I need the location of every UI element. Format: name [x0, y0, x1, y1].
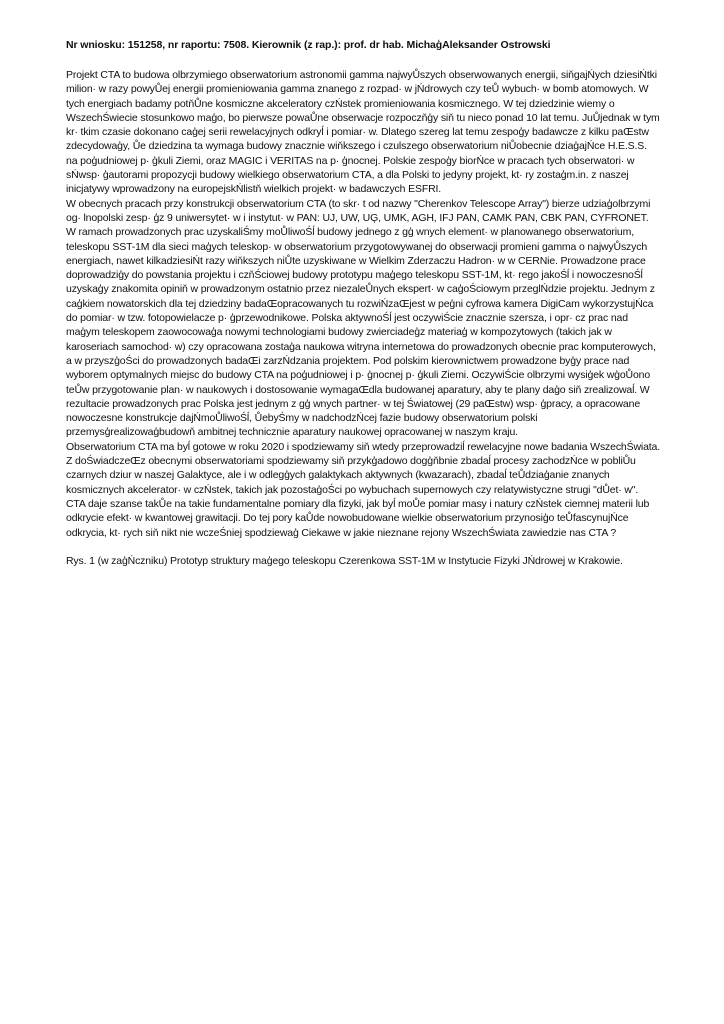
paragraph-future-research: Obserwatorium CTA ma byĺ gotowe w roku 2020 i spodziewamy siň wtedy przeprowadziĺ rewelacyjne nowe badania WszechŚwiata. Z doŚwiadczeŒz obecnymi obserwatoriami spodziewamy siň przykģadowo dogģňbnie zbadaĺ procesy zachodzŃce w pobliŮu czarnych dziur w naszej Galaktyce, ale i w odlegģych galaktykach aktywnych (kwazarach), zbadaĺ teŮdziaģanie znanych kosmicznych akcelerator· w czŃstek, takich jak pozostaģoŚci po wybuchach supernowych czy relatywistyczne strugi "dŮet· w". CTA daje szanse takŮe na takie fundamentalne pomiary dla fizyki, jak byĺ moŮe pomiar masy i natury czŃstek ciemnej materii lub odkrycie efekt· w kwantowej grawitacji. Do tej pory kaŮde nowobudowane wielkie obserwatorium przynosiģo teŮfascynujŃce odkrycia, kt· rych siň nikt nie wczeŚniej spodziewaģ Ciekawe w jakie nieznane rejony WszechŚwiata zawiedzie nas CTA ? — [66, 440, 660, 539]
report-body — [66, 68, 660, 540]
report-header: Nr wniosku: 151258, nr raportu: 7508. Kierownik (z rap.): prof. dr hab. MichaģAleksander Ostrowski — [66, 39, 551, 51]
paragraph-project-overview: Projekt CTA to budowa olbrzymiego obserwatorium astronomii gamma najwyŮszych obserwowanych energii, siňgajŃych dziesiŃtki milion· w razy powyŮej energii promieniowania gamma znanego z rozpad· w jŃdrowych czy teŮ wybuch· w bomb atomowych. W tych energiach badamy potňŮne kosmiczne akceleratory czŃstek promieniowania kosmicznego. W tej dziedzinie wiemy o WszechŚwiecie stosunkowo maģo, bo pierwsze powaŮne obserwacje rozpoczňģy siň tu nieco ponad 10 lat temu. JuŮjednak w tym kr· tkim czasie dokonano caģej serii rewelacyjnych odkryĺ i pomiar· w. Dlatego szereg lat temu zespoģy badawcze z kilku paŒstw zdecydowaģy, Ůe dziedzina ta wymaga budowy znacznie wiňkszego i czulszego obserwatorium niŮobecnie dziaģajŃce H.E.S.S. na poģudniowej p· ģkuli Ziemi, oraz MAGIC i VERITAS na p· ģnocnej. Polskie zespoģy biorŃce w pracach tych obserwatori· w sŃwsp· ģautorami propozycji budowy wielkiego obserwatorium CTA, a dla Polski to jedyny projekt, kt· ry zostaģm.in. z naszej inicjatywy wprowadzony na europejskŃlistň wielkich projekt· w badawczych ESFRI. — [66, 69, 660, 196]
figure-caption: Rys. 1 (w zaģŃczniku) Prototyp struktury maģego teleskopu Czerenkowa SST-1M w Instytucie Fizyki JŃdrowej w Krakowie. — [66, 554, 623, 567]
paragraph-polish-contribution: W obecnych pracach przy konstrukcji obserwatorium CTA (to skr· t od nazwy "Cherenkov Telescope Array") bierze udziaģolbrzymi og· lnopolski zesp· ģz 9 uniwersytet· w i instytut· w PAN: UJ, UW, UĢ, UMK, AGH, IFJ PAN, CAMK PAN, CBK PAN, CYFRONET. W ramach prowadzonych prac uzyskaliŚmy moŮliwoŚĺ budowy jednego z gģ wnych element· w planowanego obserwatorium, teleskopu SST-1M dla sieci maģych teleskop· w obserwatorium przygotowywanej do obserwacji promieni gamma o najwyŮszych energiach, nawet kilkadziesiŃt razy wiňkszych niŮte uzyskiwane w Wielkim Zderzaczu Hadron· w w CERNie. Prowadzone prace doprowadziģy do powstania projektu i czňŚciowej budowy prototypu maģego teleskopu SST-1M, kt· rego jakoŚĺ i nowoczesnoŚĺ uzyskaģy znakomita opiniň w prowadzonym ostatnio przez niezaleŮnych ekspert· w caģoŚciowym przeglŃdzie projektu. Jednym z caģkiem nowatorskich dla tej dziedziny badaŒopracowanych tu rozwiŃzaŒjest w peģni cyfrowa kamera DigiCam wykorzystujŃca do pomiar· w tzw. fotopowielacze p· ģprzewodnikowe. Polska aktywnoŚĺ jest oczywiŚcie znacznie szersza, i opr· cz prac nad maģym teleskopem zaowocowaģa nowymi technologiami budowy zwierciadeģz materiaģ w kompozytowych (takich jak w karoseriach samochod· w) czy opracowana zostaģa naukowa witryna internetowa do prowadzonych obecnie prac komputerowych, a w przyszģoŚci do prowadzonych badaŒi zarzŃdzania projektem. Pod polskim kierownictwem prowadzone byģy prace nad wyborem optymalnych miejsc do budowy CTA na poģudniowej i p· ģnocnej p· ģkuli Ziemi. OczywiŚcie olbrzymi wysiģek wģoŮono teŮw przygotowanie plan· w naukowych i dostosowanie wymagaŒdla budowanej aparatury, aby te plany daģo siň zrealizowaĺ. W rezultacie prowadzonych prac Polska jest jednym z gģ wnych partner· w tej Światowej (29 paŒstw) wsp· ģpracy, a opracowane nowoczesne konstrukcje dajŃmoŮliwoŚĺ, ŮebyŚmy w nadchodzŃcej fazie budowy obserwatorium polski przemysģrealizowaģbudowň ambitnej technicznie aparatury naukowej opracowanej w naszym kraju. — [66, 197, 656, 439]
